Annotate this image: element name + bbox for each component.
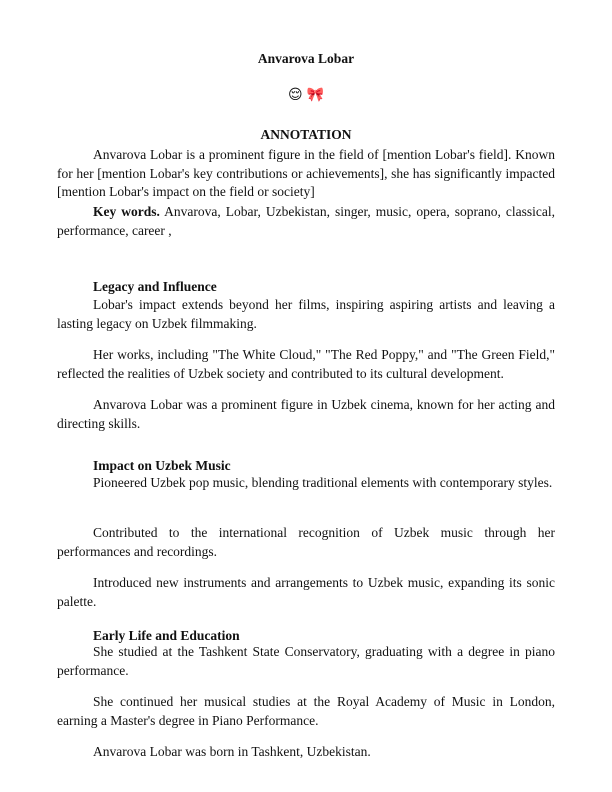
keywords-paragraph xyxy=(57,203,555,240)
relieved-face-icon: 😌 xyxy=(287,87,303,103)
ribbon-icon: 🎀 xyxy=(306,87,325,103)
section-paragraph: Contributed to the international recognition of Uzbek music through her performances and recordings. xyxy=(57,525,555,559)
section-paragraph: Anvarova Lobar was a prominent figure in Uzbek cinema, known for her acting and directing skills. xyxy=(57,397,555,431)
section-heading-impact: Impact on Uzbek Music xyxy=(93,458,231,473)
keywords-label: Key words. xyxy=(93,204,160,219)
keywords-list: Anvarova, Lobar, Uzbekistan, singer, music, opera, soprano, classical, performance, career , xyxy=(57,204,556,238)
annotation-heading: ANNOTATION xyxy=(260,127,352,142)
annotation-text: Anvarova Lobar is a prominent figure in the field of [mention Lobar's field]. Known for her [mention Lobar's key contributions or achievements], she has significantly impacted [mention Lobar's impact on the field or society] xyxy=(57,147,555,199)
section-heading-early-life: Early Life and Education xyxy=(93,628,240,643)
section-paragraph: She continued her musical studies at the Royal Academy of Music in London, earning a Master's degree in Piano Performance. xyxy=(57,694,555,728)
section-paragraph: She studied at the Tashkent State Conservatory, graduating with a degree in piano performance. xyxy=(57,644,555,678)
emoji-row xyxy=(0,86,612,104)
section-paragraph: Her works, including "The White Cloud," "The Red Poppy," and "The Green Field," reflected the realities of Uzbek society and contributed to its cultural development. xyxy=(57,347,555,381)
section-heading-legacy: Legacy and Influence xyxy=(93,279,217,294)
document-title: Anvarova Lobar xyxy=(257,51,355,66)
section-paragraph: Lobar's impact extends beyond her films, inspiring aspiring artists and leaving a lasting legacy on Uzbek filmmaking. xyxy=(57,297,555,331)
section-paragraph: Introduced new instruments and arrangements to Uzbek music, expanding its sonic palette. xyxy=(57,575,555,609)
section-paragraph: Pioneered Uzbek pop music, blending traditional elements with contemporary styles. xyxy=(93,475,553,490)
section-paragraph: Anvarova Lobar was born in Tashkent, Uzbekistan. xyxy=(93,744,371,759)
